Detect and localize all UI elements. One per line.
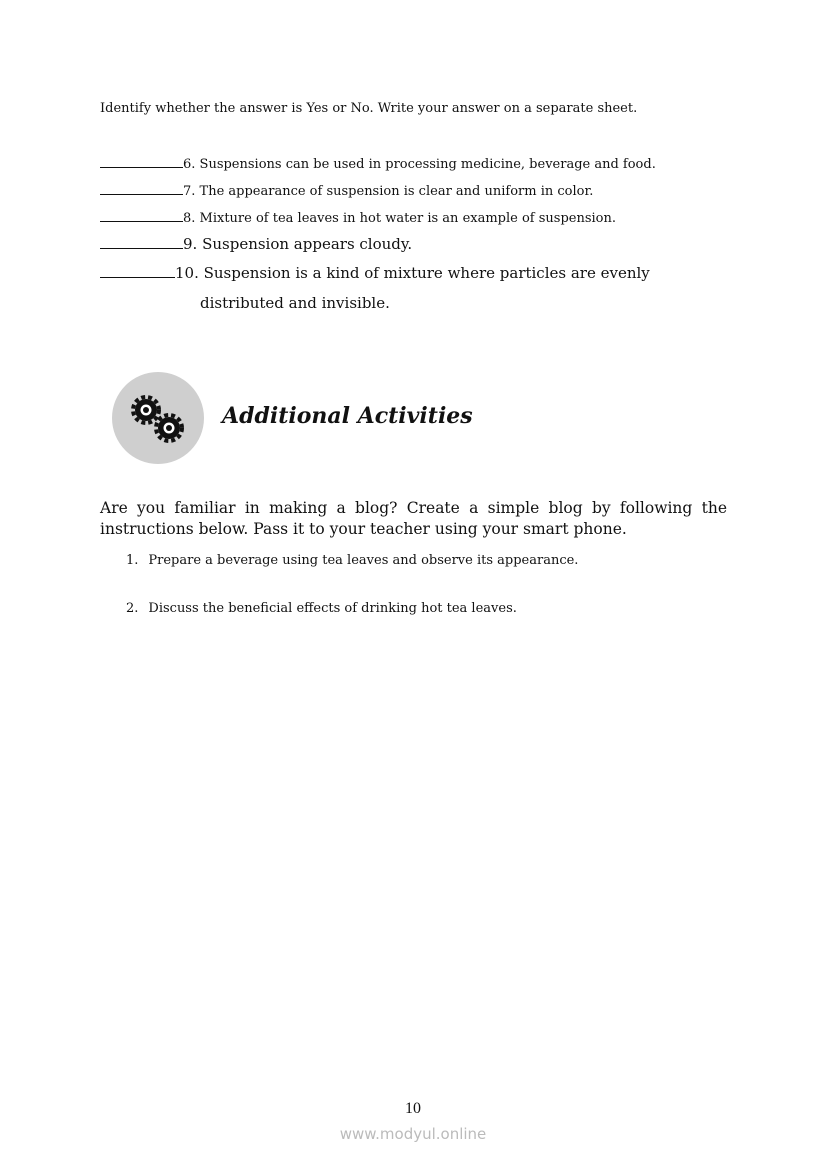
step-2 <box>126 601 517 616</box>
question-6 <box>100 155 656 172</box>
question-text: 8. Mixture of tea leaves in hot water is an example of suspension. <box>183 211 617 226</box>
watermark: www.modyul.online <box>339 1125 487 1143</box>
question-7 <box>100 182 593 199</box>
question-10 <box>100 264 650 282</box>
page-number: 10 <box>405 1100 421 1117</box>
step-number: 2. <box>126 601 139 616</box>
answer-blank <box>100 265 175 278</box>
question-8 <box>100 209 616 226</box>
section-title: Additional Activities <box>222 403 473 429</box>
instructions: Identify whether the answer is Yes or No. Write your answer on a separate sheet. <box>100 101 638 116</box>
answer-blank <box>100 209 183 222</box>
answer-blank <box>100 182 183 195</box>
question-9 <box>100 235 412 253</box>
step-number: 1. <box>126 553 139 568</box>
step-text: Prepare a beverage using tea leaves and observe its appearance. <box>148 553 579 568</box>
question-text: 7. The appearance of suspension is clear and uniform in color. <box>183 184 594 199</box>
question-text: 6. Suspensions can be used in processing medicine, beverage and food. <box>183 157 656 172</box>
answer-blank <box>100 236 183 249</box>
intro-paragraph: Are you familiar in making a blog? Create a simple blog by following the instructions below. Pass it to your teacher using your smart phone. <box>100 499 727 538</box>
question-text: 10. Suspension is a kind of mixture where particles are evenly <box>175 264 650 282</box>
question-10-continued: distributed and invisible. <box>200 294 390 312</box>
gears-icon <box>112 372 204 464</box>
step-text: Discuss the beneficial effects of drinking hot tea leaves. <box>148 601 517 616</box>
step-1 <box>126 553 578 568</box>
answer-blank <box>100 155 183 168</box>
question-text: 9. Suspension appears cloudy. <box>183 235 413 253</box>
